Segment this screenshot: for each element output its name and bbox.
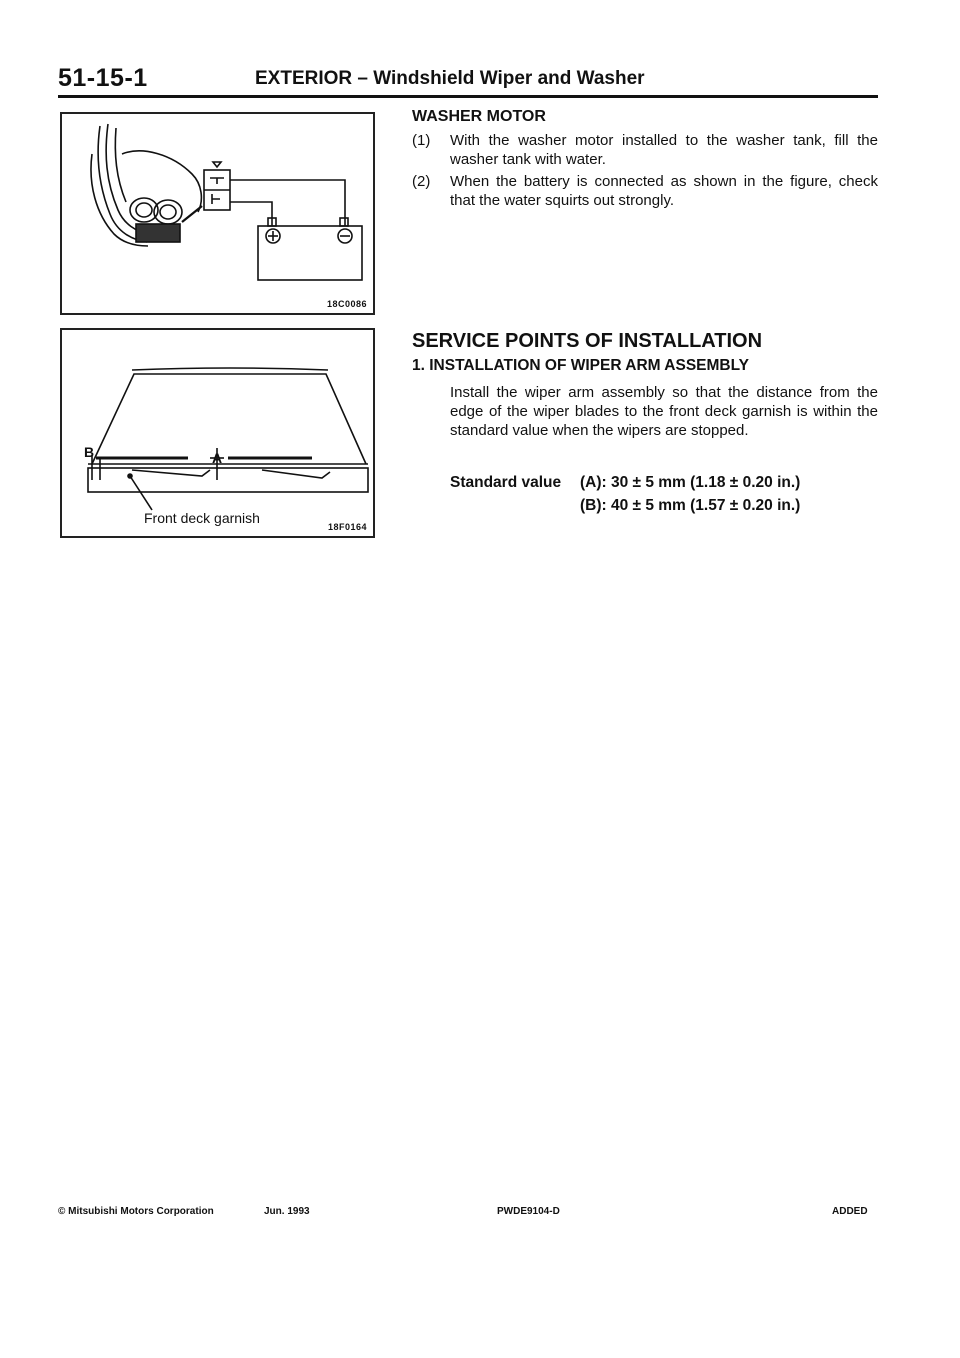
figure-code: 18F0164 bbox=[327, 522, 367, 532]
washer-motor-heading: WASHER MOTOR bbox=[412, 108, 546, 125]
footer-copyright: © Mitsubishi Motors Corporation bbox=[58, 1206, 214, 1217]
wiper-arm-figure bbox=[60, 328, 375, 538]
washer-motor-figure bbox=[60, 112, 375, 315]
header-rule bbox=[58, 95, 878, 98]
footer-doc-code: PWDE9104-D bbox=[497, 1206, 560, 1217]
label-b: B bbox=[84, 444, 95, 460]
page-header bbox=[58, 64, 878, 98]
installation-subheading: 1. INSTALLATION OF WIPER ARM ASSEMBLY bbox=[412, 357, 749, 374]
figure-code: 18C0086 bbox=[326, 299, 367, 309]
step-1 bbox=[412, 131, 878, 169]
standard-value-b: (B): 40 ± 5 mm (1.57 ± 0.20 in.) bbox=[580, 497, 801, 514]
footer-date: Jun. 1993 bbox=[264, 1206, 310, 1217]
standard-value-a: (A): 30 ± 5 mm (1.18 ± 0.20 in.) bbox=[580, 474, 801, 491]
section-title: EXTERIOR – Windshield Wiper and Washer bbox=[255, 68, 645, 89]
step-number: (2) bbox=[412, 173, 431, 190]
step-2 bbox=[412, 172, 878, 210]
standard-value-label: Standard value bbox=[450, 474, 562, 491]
service-points-heading: SERVICE POINTS OF INSTALLATION bbox=[412, 330, 763, 352]
washer-motor-diagram bbox=[62, 114, 373, 313]
wiper-arm-diagram bbox=[62, 330, 373, 536]
installation-paragraph: Install the wiper arm assembly so that the distance from the edge of the wiper blades to the front deck garnish is within the standard value when the wipers are stopped. bbox=[450, 384, 878, 439]
step-number: (1) bbox=[412, 132, 431, 149]
step-text: With the washer motor installed to the washer tank, fill the washer tank with water. bbox=[450, 132, 878, 168]
page-number: 51-15-1 bbox=[58, 64, 148, 92]
figure-caption: Front deck garnish bbox=[144, 510, 260, 526]
step-text: When the battery is connected as shown in the figure, check that the water squirts out strongly. bbox=[450, 173, 878, 209]
label-a: A bbox=[212, 450, 223, 466]
footer-status: ADDED bbox=[832, 1206, 868, 1217]
